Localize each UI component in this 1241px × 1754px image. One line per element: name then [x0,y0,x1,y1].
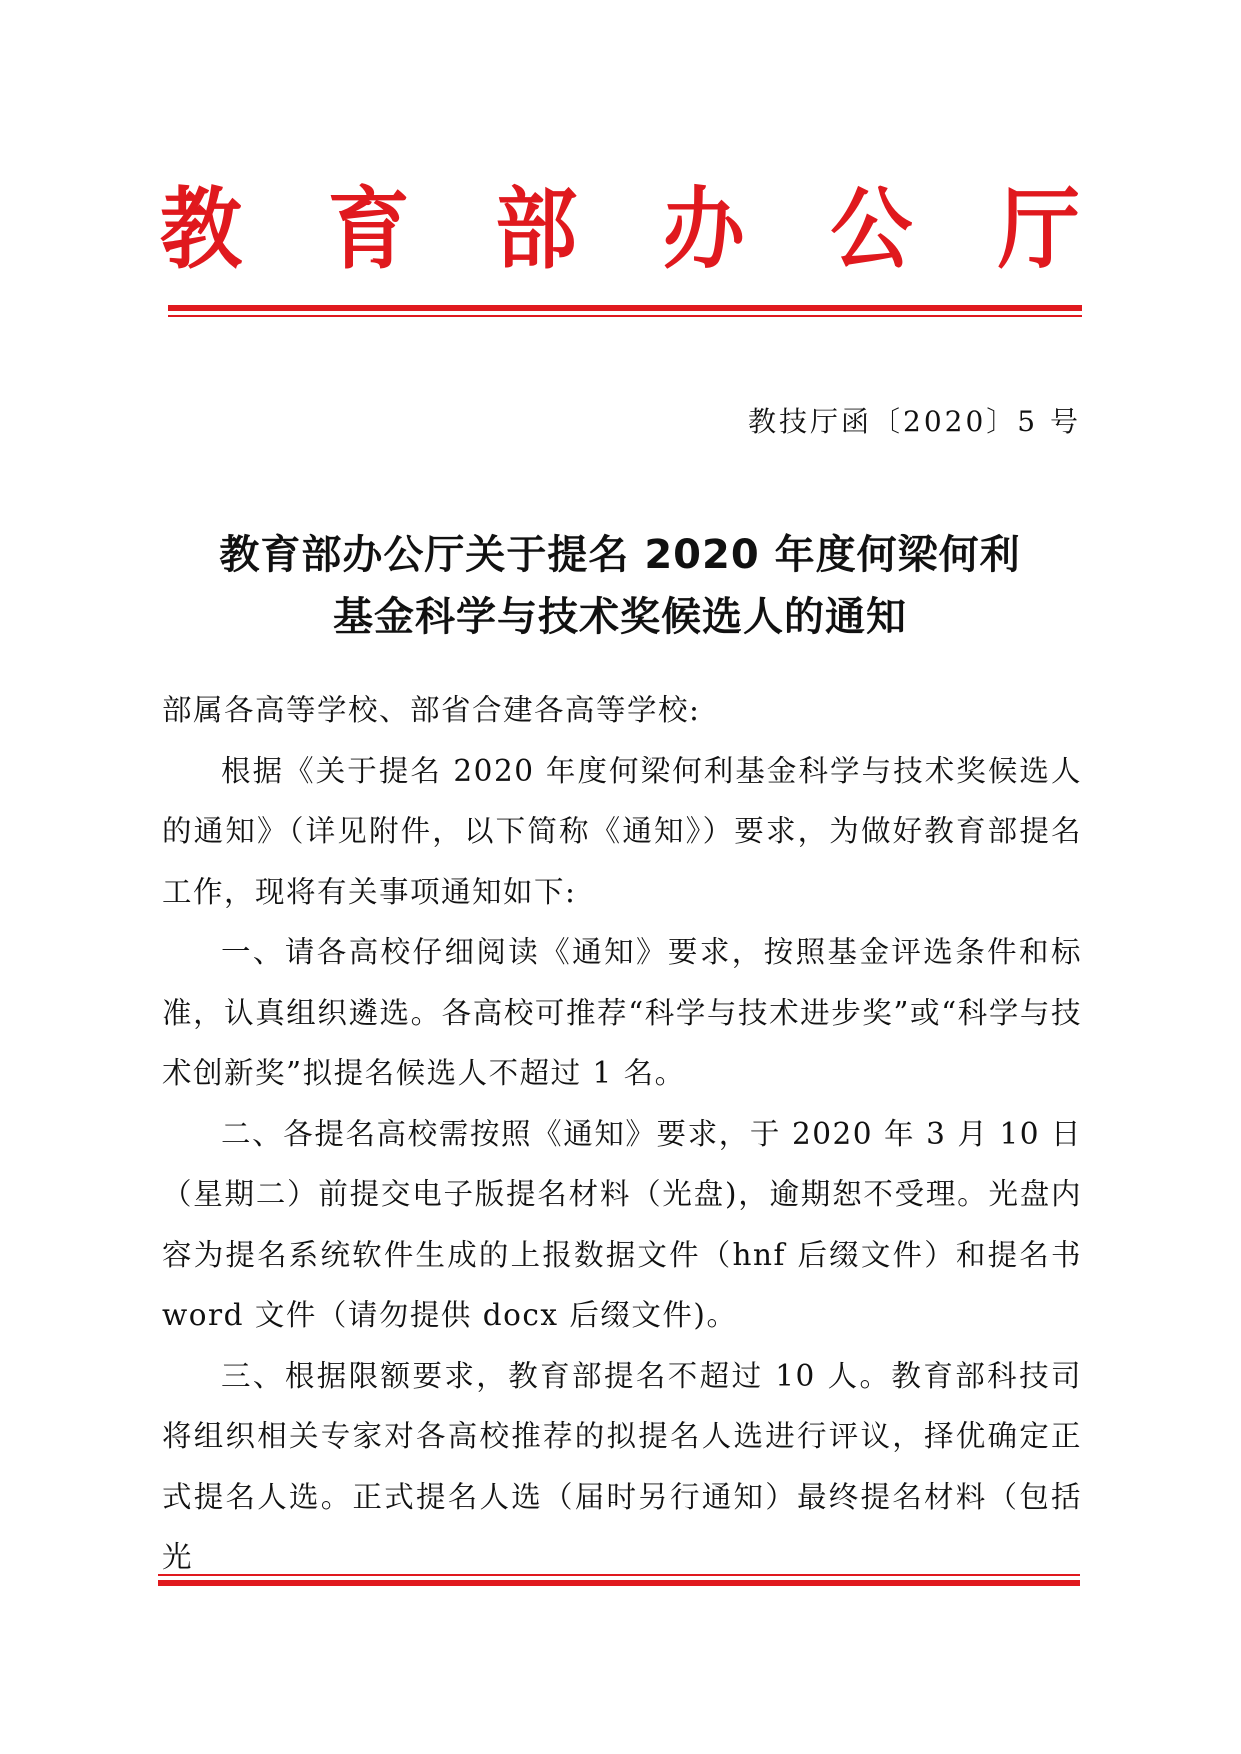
salutation: 部属各高等学校、部省合建各高等学校: [162,693,701,727]
header-char: 育 [327,178,410,282]
header-char: 部 [495,178,578,282]
header-divider-thin [168,315,1082,317]
header-char: 公 [830,178,913,282]
footer-divider-thick [158,1580,1080,1586]
document-number: 教技厅函〔2020〕5 号 [748,405,1081,438]
title-line: 教育部办公厅关于提名 2020 年度何梁何利 [219,532,1021,578]
footer-divider-thin [158,1574,1080,1576]
header-char: 教 [160,178,243,282]
header-char: 办 [662,178,745,282]
body-paragraph: 三、根据限额要求，教育部提名不超过 10 人。教育部科技司将组织相关专家对各高校推荐的拟提名人选进行评议，择优确定正式提名人选。正式提名人选（届时另行通知）最终提名材料（包括光 [162,1358,1082,1574]
header-char: 厅 [997,178,1080,282]
header-divider-thick [168,305,1082,311]
document-title [160,524,1080,648]
body-paragraph: 根据《关于提名 2020 年度何梁何利基金科学与技术奖候选人的通知》（详见附件，以下简称《通知》）要求，为做好教育部提名工作，现将有关事项通知如下: [162,753,1082,909]
title-line: 基金科学与技术奖候选人的通知 [333,594,907,640]
document-body [162,680,1082,1588]
body-paragraph: 二、各提名高校需按照《通知》要求，于 2020 年 3 月 10 日（星期二）前提交电子版提名材料（光盘)，逾期恕不受理。光盘内容为提名系统软件生成的上报数据文件（hnf 后缀文件）和提名书 word 文件（请勿提供 docx 后缀文件)。 [162,1116,1082,1332]
issuing-office-header [160,180,1080,280]
body-paragraph: 一、请各高校仔细阅读《通知》要求，按照基金评选条件和标准，认真组织遴选。各高校可推荐“科学与技术进步奖”或“科学与技术创新奖”拟提名候选人不超过 1 名。 [162,935,1082,1090]
